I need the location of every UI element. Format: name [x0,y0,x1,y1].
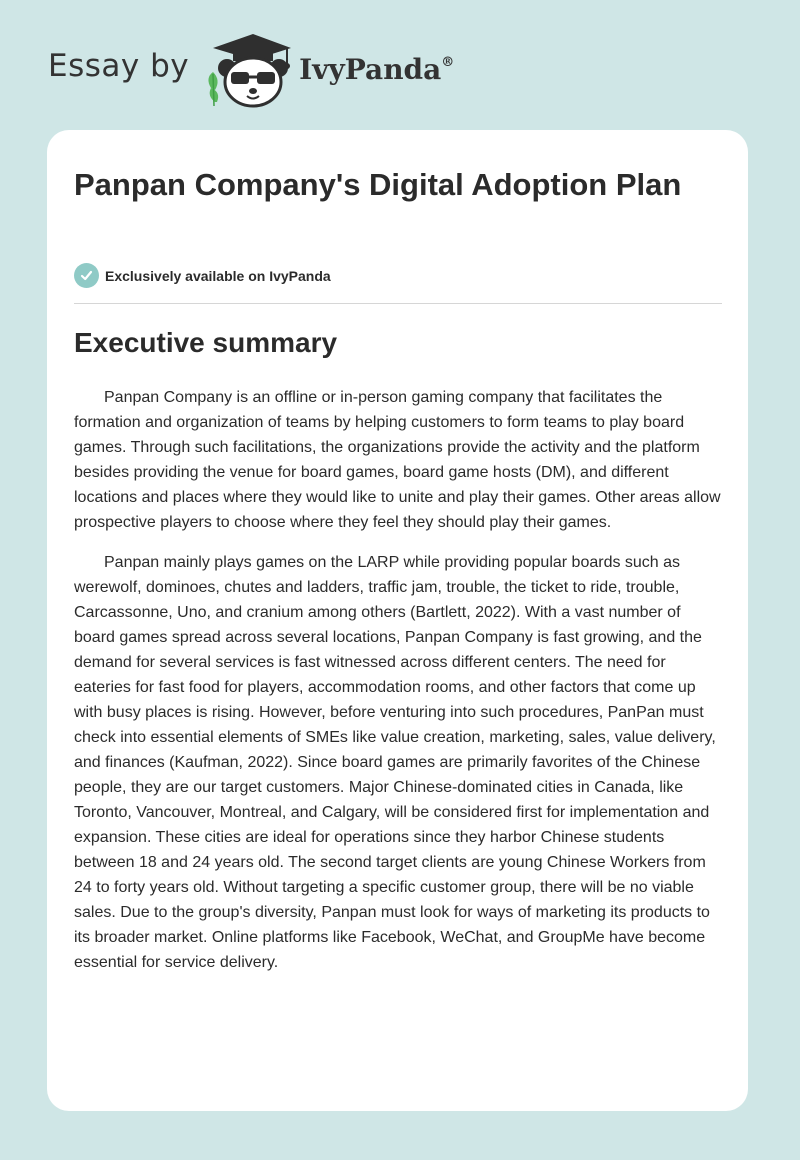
exclusive-badge [74,263,331,288]
essay-body [74,385,725,990]
section-title: Executive summary [74,327,338,358]
essay-by-label: Essay by [48,48,190,84]
essay-card [47,130,748,1111]
site-header [48,30,454,110]
exclusive-badge-text: Exclusively available on IvyPanda [105,267,331,284]
brand-name[interactable]: IvyPanda® [299,52,455,86]
divider [74,303,722,304]
check-icon [74,263,99,288]
paragraph: Panpan Company is an offline or in-person gaming company that facilitates the formation and organization of teams by helping customers to form teams to play board games. Through such facilitations, the organizations provide the activity and the platform besides providing the venue for board games, board game hosts (DM), and different locations and places where they would like to unite and play their games. Other areas allow prospective players to choose where they feel they should play their games. [74,389,721,531]
panda-graduate-logo-icon[interactable] [203,30,295,110]
registered-mark: ® [441,54,455,70]
paragraph: Panpan mainly plays games on the LARP while providing popular boards such as werewolf, dominoes, chutes and ladders, traffic jam, trouble, the ticket to ride, trouble, Carcassonne, Uno, and cranium among others (Bartlett, 2022). With a vast number of board games spread across several locations, Panpan Company is fast growing, and the demand for several services is fast witnessed across different centers. The need for eateries for fast food for players, accommodation rooms, and other factors that come up with busy places is rising. However, before venturing into such procedures, PanPan must check into essential elements of SMEs like value creation, marketing, sales, value delivery, and finances (Kaufman, 2022). Since board games are primarily favorites of the Chinese people, they are our target customers. Major Chinese-dominated cities in Canada, like Toronto, Vancouver, Montreal, and Calgary, will be considered first for implementation and expansion. These cities are ideal for operations since they harbor Chinese students between 18 and 24 years old. The second target clients are young Chinese Workers from 24 to forty years old. Without targeting a specific customer group, there will be no viable sales. Due to the group's diversity, Panpan must look for ways of marketing its products to its broader market. Online platforms like Facebook, WeChat, and GroupMe have become essential for service delivery. [74,554,716,971]
page-title: Panpan Company's Digital Adoption Plan [74,167,682,202]
